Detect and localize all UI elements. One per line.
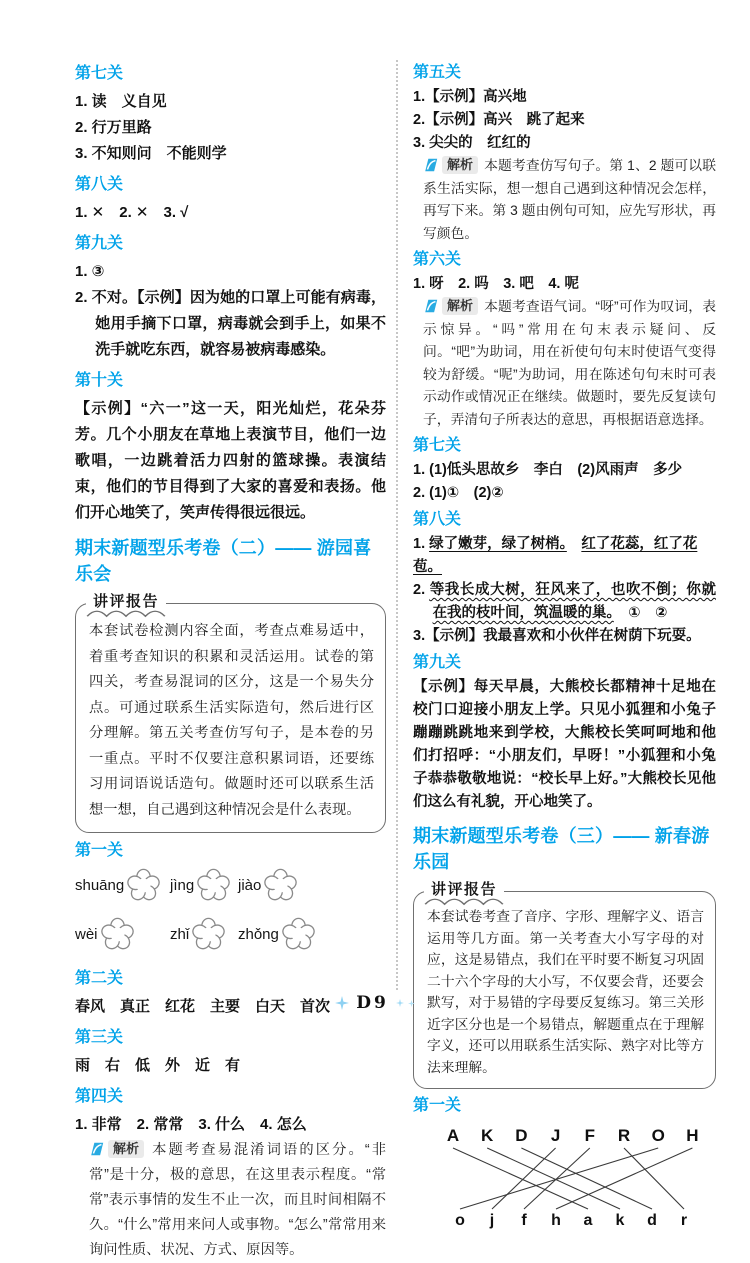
answer-line: 1. (1)低头思故乡 李白 (2)风雨声 多少: [413, 462, 683, 478]
answer-line: 1.【示例】高兴地: [413, 89, 527, 105]
section-g10-left: [75, 369, 386, 526]
underlined-answer: 红了花蕊，红了花苞。: [413, 536, 698, 575]
answer-line: 1. 绿了嫩芽，绿了树梢。 红了花蕊，红了花苞。: [413, 536, 698, 575]
answer-line: 1. ✕ 2. ✕ 3. √: [75, 204, 189, 221]
section-g1-left: [75, 839, 386, 961]
svg-text:o: o: [455, 1212, 465, 1229]
analysis-badge: [423, 297, 478, 315]
underlined-answer: 绿了嫩芽，绿了树梢。: [429, 536, 567, 552]
svg-text:R: R: [617, 1126, 631, 1145]
wavy-underlined-answer: 等我长成大树，狂风来了，也吹不倒；你就在我的枝叶间，筑温暖的巢。: [429, 582, 716, 621]
answer-line: 1. 非常 2. 常常 3. 什么 4. 怎么: [75, 1116, 307, 1133]
answer-paragraph: 【示例】“六一”这一天，阳光灿烂，花朵芬芳。几个小朋友在草地上表演节目，他们一边歌唱，一边跳着活力四射的篮球操。表演结束，他们的节目得到了大家的喜爱和表扬。他们开心地笑了，笑声传得很远很远。: [75, 400, 386, 521]
section-g8-left: [75, 173, 386, 226]
section-title: 第五关: [413, 64, 462, 81]
section-g9-right: [413, 652, 716, 814]
section-title: 第一关: [413, 1097, 462, 1114]
svg-text:F: F: [584, 1126, 595, 1145]
report-label-text: 讲评报告: [93, 593, 160, 610]
svg-text:D: D: [515, 1126, 528, 1145]
pinyin-label: wèi: [75, 926, 98, 943]
analysis-badge: [423, 156, 478, 174]
report-label: [86, 592, 166, 611]
answer-line: 1. 呀 2. 吗 3. 吧 4. 呢: [413, 276, 579, 292]
section-title: 第九关: [75, 235, 124, 252]
section-title: 第十关: [75, 372, 124, 389]
pinyin-label: zhǒng: [238, 926, 279, 943]
report-text: 本套试卷考查了音序、字形、理解字义、语言运用等几方面。第一关考查大小写字母的对应，这是易错点，我们在平时要不断复习巩固二十六个字母的大小写，不仅要会背，还要会默写，对于易错的字母要反复练习。第三关形近字区分也是一个易错点，解题重点在于理解字义，还可以用联系生活实际、熟字对比等方法来理解。: [427, 909, 704, 1076]
scallop-edge: [86, 609, 166, 618]
svg-text:J: J: [550, 1126, 561, 1145]
answer-line: 3.【示例】我最喜欢和小伙伴在树荫下玩耍。: [413, 628, 701, 644]
analysis-label: 解析: [108, 1140, 144, 1158]
pen-icon: [423, 157, 439, 173]
section-g9-left: [75, 232, 386, 363]
choice-marks: ① ②: [613, 605, 668, 621]
section-g6-right: [413, 249, 716, 431]
answer-line: 2. 等我长成大树，狂风来了，也吹不倒；你就在我的枝叶间，筑温暖的巢。 ① ②: [413, 582, 716, 621]
svg-text:a: a: [583, 1212, 593, 1229]
sparkle-icon: [335, 996, 349, 1010]
section-g8-right: [413, 509, 716, 648]
answer-paragraph: 【示例】每天早晨，大熊校长都精神十足地在校门口迎接小朋友上学。只见小狐狸和小兔子蹦蹦跳跳地来到学校，大熊校长笑呵呵地和他们打招呼：“小朋友们，早呀！”小狐狸和小兔子恭恭敬敬地说：“校长早上好。”大熊校长见他们这么有礼貌，开心地笑了。: [413, 679, 716, 810]
svg-text:j: j: [489, 1212, 495, 1229]
answer-line: 2. (1)① (2)②: [413, 485, 504, 501]
analysis-paragraph: [423, 155, 716, 245]
review-report-box: [413, 881, 716, 1089]
letter-matching-diagram: [427, 1121, 713, 1229]
answer-line: 1. 读 义自见: [75, 93, 167, 110]
analysis-text: 本题考查易混淆词语的区分。“非常”是十分，极的意思，在这里表示程度。“常常”表示事情的发生不止一次，而且时间相隔不久。“什么”常用来问人或事物。“怎么”常常用来询问性质、状况、方式、原因等。: [89, 1142, 386, 1258]
analysis-paragraph: [89, 1138, 386, 1263]
pinyin-label: jìng: [170, 877, 195, 894]
analysis-paragraph: [423, 296, 716, 431]
svg-text:f: f: [521, 1212, 527, 1229]
sparkle-icon: [408, 1000, 415, 1007]
section-title: 第七关: [413, 437, 462, 454]
paper-title-2: 期末新题型乐考卷（二）—— 游园喜乐会: [75, 538, 372, 584]
answer-line: 3. 尖尖的 红红的: [413, 135, 531, 151]
section-g3-left: [75, 1026, 386, 1079]
sparkle-icon: [396, 999, 404, 1007]
answer-line: 2. 行万里路: [75, 119, 152, 136]
section-title: 第六关: [413, 251, 462, 268]
right-column: [413, 62, 716, 1229]
pen-icon: [89, 1141, 105, 1157]
report-label-text: 讲评报告: [431, 881, 498, 898]
analysis-badge: [89, 1140, 144, 1158]
section-title: 第八关: [75, 176, 124, 193]
section-title: 第一关: [75, 842, 124, 859]
answer-line: 2.【示例】高兴 跳了起来: [413, 112, 585, 128]
pinyin-flower-row: [75, 917, 386, 961]
section-title: 第四关: [75, 1088, 124, 1105]
section-g7-left: [75, 62, 386, 167]
analysis-label: 解析: [442, 297, 478, 315]
page-footer: [0, 993, 750, 1013]
analysis-label: 解析: [442, 156, 478, 174]
svg-text:K: K: [481, 1126, 494, 1145]
report-text: 本套试卷检测内容全面，考查点难易适中，着重考查知识的积累和灵活运用。试卷的第四关，考查易混词的区分，这是一个易失分点。可通过联系生活实际造句，然后进行区分理解。第五关考查仿写句子，是本卷的另一重点。平时不仅要注意积累词语，还要练习用词语说话造句。做题时还可以联系生活想一想，自己遇到这种情况会是什么表现。: [89, 623, 374, 818]
paper-title-3: 期末新题型乐考卷（三）—— 新春游乐园: [413, 826, 710, 872]
pinyin-flower-row: [75, 868, 386, 912]
answer-line: 2. 不对。【示例】因为她的口罩上可能有病毒，她用手摘下口罩，病毒就会到手上，如果不洗手就吃东西，就容易被病毒感染。: [75, 289, 386, 358]
column-divider: [396, 60, 398, 990]
svg-text:d: d: [647, 1212, 657, 1229]
answer-line: 春风 真正 红花 主要 白天 首次: [75, 998, 331, 1015]
svg-text:r: r: [680, 1212, 688, 1229]
svg-text:H: H: [686, 1126, 699, 1145]
pinyin-label: shuāng: [75, 877, 125, 894]
svg-text:O: O: [651, 1126, 665, 1145]
svg-text:k: k: [615, 1212, 625, 1229]
pinyin-label: jiào: [238, 877, 262, 894]
section-g7-right: [413, 435, 716, 505]
flower-shape: [195, 868, 232, 903]
pinyin-label: zhǐ: [170, 926, 190, 943]
section-title: 第七关: [75, 65, 124, 82]
svg-text:A: A: [446, 1126, 460, 1145]
review-report-box: [75, 593, 386, 833]
section-g4-left: [75, 1085, 386, 1263]
page-number: D9: [356, 993, 389, 1013]
scallop-edge: [424, 897, 504, 906]
analysis-text: 本题考查仿写句子。第 1、2 题可以联系生活实际，想一想自己遇到这种情况会怎样，再写下来。第 3 题由例句可知，应先写形状，再写颜色。: [423, 158, 716, 241]
svg-text:h: h: [551, 1212, 561, 1229]
left-column: [75, 62, 386, 1263]
pen-icon: [423, 298, 439, 314]
flower-shape: [125, 868, 162, 903]
section-title: 第三关: [75, 1029, 124, 1046]
answer-line: 3. 不知则问 不能则学: [75, 145, 227, 162]
section-g5-right: [413, 62, 716, 245]
section-title: 第九关: [413, 654, 462, 671]
flower-shape: [99, 917, 136, 952]
section-title: 第八关: [413, 511, 462, 528]
flower-shape: [280, 917, 317, 952]
answer-line: 1. ③: [75, 263, 105, 280]
report-label: [424, 880, 504, 899]
analysis-text: 本题考查语气词。“呀”可作为叹词，表示惊异。“吗”常用在句末表示疑问、反问。“吧”为助词，用在祈使句句末时使语气变得较为舒缓。“呢”为助词，用在陈述句句末时可表示动作或情况正在继续。做题时，要先反复读句子，弄清句子所表达的意思，再根据语意选择。: [423, 299, 716, 427]
flower-shape: [262, 868, 299, 903]
section-title: 第二关: [75, 970, 124, 987]
section-g1-right: [413, 1095, 716, 1229]
answer-line: 雨 右 低 外 近 有: [75, 1057, 241, 1074]
flower-shape: [190, 917, 227, 952]
